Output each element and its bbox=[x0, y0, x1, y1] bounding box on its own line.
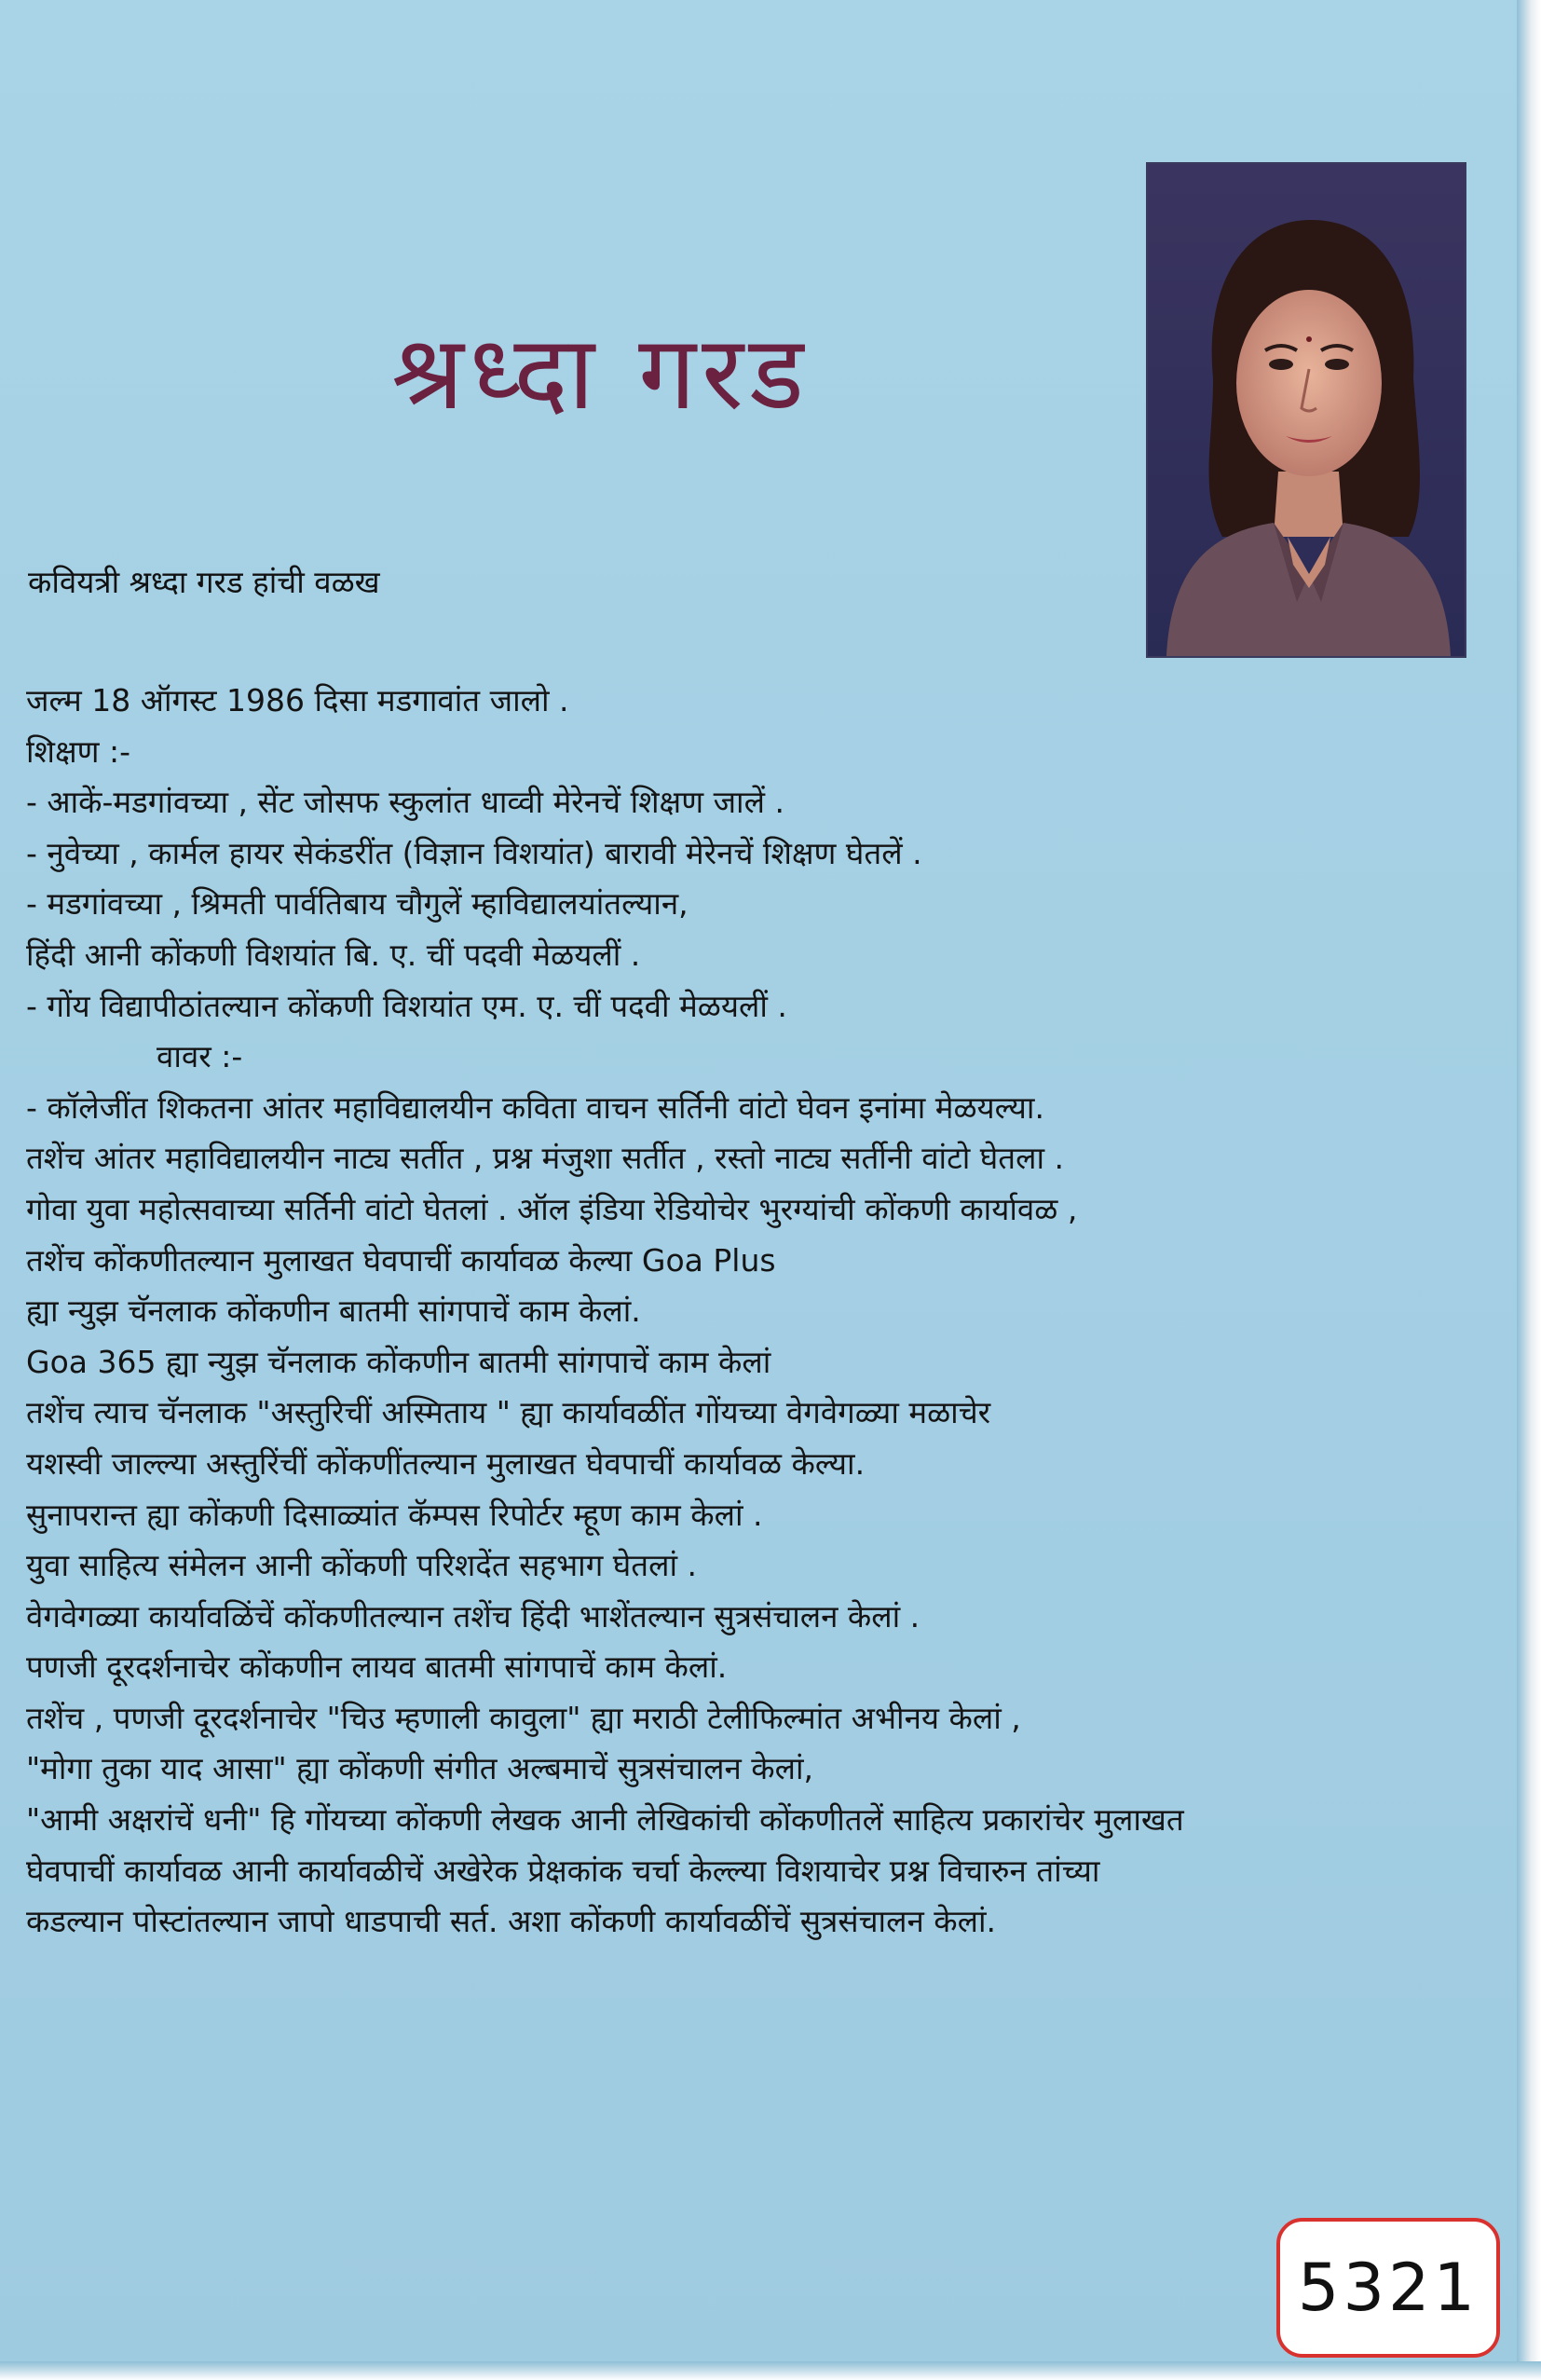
bio-line: - आकें-मडगांवच्या , सेंट जोसफ स्कुलांत धाव्वी मेरेनचें शिक्षण जालें . bbox=[26, 784, 784, 821]
bio-text bbox=[26, 676, 1517, 1948]
catalog-number-stamp bbox=[1276, 2218, 1500, 2358]
subtitle: कवियत्री श्रध्दा गरड हांची वळख bbox=[28, 564, 380, 600]
bio-line: पणजी दूरदर्शनाचेर कोंकणीन लायव बातमी सांगपाचें काम केलां. bbox=[26, 1648, 728, 1686]
author-photo bbox=[1148, 164, 1465, 656]
author-name-title: श्रध्दा गरड bbox=[391, 313, 810, 432]
catalog-number: 5321 bbox=[1297, 2250, 1480, 2326]
bio-line: तशेंच आंतर महाविद्यालयीन नाट्य सर्तीत , प्रश्न मंजुशा सर्तीत , रस्तो नाट्य सर्तीनी वांटो घेतला . bbox=[26, 1140, 1064, 1177]
bio-line: - नुवेच्या , कार्मल हायर सेकंडरींत (विज्ञान विशयांत) बारावी मेरेनचें शिक्षण घेतलें . bbox=[26, 834, 922, 871]
bio-line: शिक्षण :- bbox=[26, 732, 131, 770]
bio-line: "आमी अक्षरांचें धनी" हि गोंयच्या कोंकणी लेखक आनी लेखिकांची कोंकणीतलें साहित्य प्रकारांचेर मुलाखत bbox=[26, 1801, 1184, 1839]
bio-line: - गोंय विद्यापीठांतल्यान कोंकणी विशयांत एम. ए. चीं पदवी मेळयलीं . bbox=[26, 987, 787, 1024]
bio-line: "मोगा तुका याद आसा" ह्या कोंकणी संगीत अल्बमाचें सुत्रसंचालन केलां, bbox=[26, 1750, 814, 1787]
bio-line: युवा साहित्य संमेलन आनी कोंकणी परिशदेंत सहभाग घेतलां . bbox=[26, 1547, 697, 1584]
bio-line: हिंदी आनी कोंकणी विशयांत बि. ए. चीं पदवी मेळयलीं . bbox=[26, 936, 641, 973]
bio-line: तशेंच त्याच चॅनलाक "अस्तुरिचीं अस्मिताय " ह्या कार्यावळींत गोंयच्या वेगवेगळ्या मळाचेर bbox=[26, 1394, 991, 1431]
page-edge-bottom bbox=[0, 2361, 1541, 2380]
section-heading: वावर :- bbox=[157, 1038, 243, 1075]
bio-line: ह्या न्युझ चॅनलाक कोंकणीन बातमी सांगपाचें काम केलां. bbox=[26, 1293, 641, 1330]
bio-line: - कॉलेजींत शिकतना आंतर महाविद्यालयीन कविता वाचन सर्तिनी वांटो घेवन इनांमा मेळयल्या. bbox=[26, 1088, 1044, 1126]
bio-line: जल्म 18 ऑगस्ट 1986 दिसा मडगावांत जालो . bbox=[26, 682, 569, 718]
bio-line: सुनापरान्त ह्या कोंकणी दिसाळ्यांत कॅम्पस रिपोर्टर म्हूण काम केलां . bbox=[26, 1496, 763, 1533]
bio-line: - मडगांवच्या , श्रिमती पार्वतिबाय चौगुलें म्हाविद्यालयांतल्यान, bbox=[26, 885, 689, 923]
bio-line: कडल्यान पोस्टांतल्यान जापो धाडपाची सर्त. अशा कोंकणी कार्यावळींचें सुत्रसंचालन केलां. bbox=[26, 1903, 997, 1940]
bio-line: Goa 365 ह्या न्युझ चॅनलाक कोंकणीन बातमी सांगपाचें काम केलां bbox=[26, 1343, 771, 1380]
bio-line: तशेंच कोंकणीतल्यान मुलाखत घेवपाचीं कार्यावळ केल्या Goa Plus bbox=[26, 1241, 776, 1279]
bio-line: घेवपाचीं कार्यावळ आनी कार्यावळीचें अखेरेक प्रेक्षकांक चर्चा केल्ल्या विशयाचेर प्रश्न विचारुन तांच्या bbox=[26, 1852, 1100, 1889]
bio-line: तशेंच , पणजी दूरदर्शनाचेर "चिउ म्हणाली कावुला" ह्या मराठी टेलीफिल्मांत अभीनय केलां , bbox=[26, 1699, 1021, 1736]
bio-line: गोवा युवा महोत्सवाच्या सर्तिनी वांटो घेतलां . ऑल इंडिया रेडियोचेर भुरग्यांची कोंकणी कार्यावळ , bbox=[26, 1190, 1078, 1227]
page-edge-right bbox=[1517, 0, 1541, 2380]
author-portrait-image bbox=[1148, 164, 1465, 656]
bio-line: यशस्वी जाल्ल्या अस्तुरिंचीं कोंकणींतल्यान मुलाखत घेवपाचीं कार्यावळ केल्या. bbox=[26, 1444, 866, 1482]
bio-line: वेगवेगळ्या कार्यावळिंचें कोंकणीतल्यान तशेंच हिंदी भाशेंतल्यान सुत्रसंचालन केलां . bbox=[26, 1597, 921, 1635]
